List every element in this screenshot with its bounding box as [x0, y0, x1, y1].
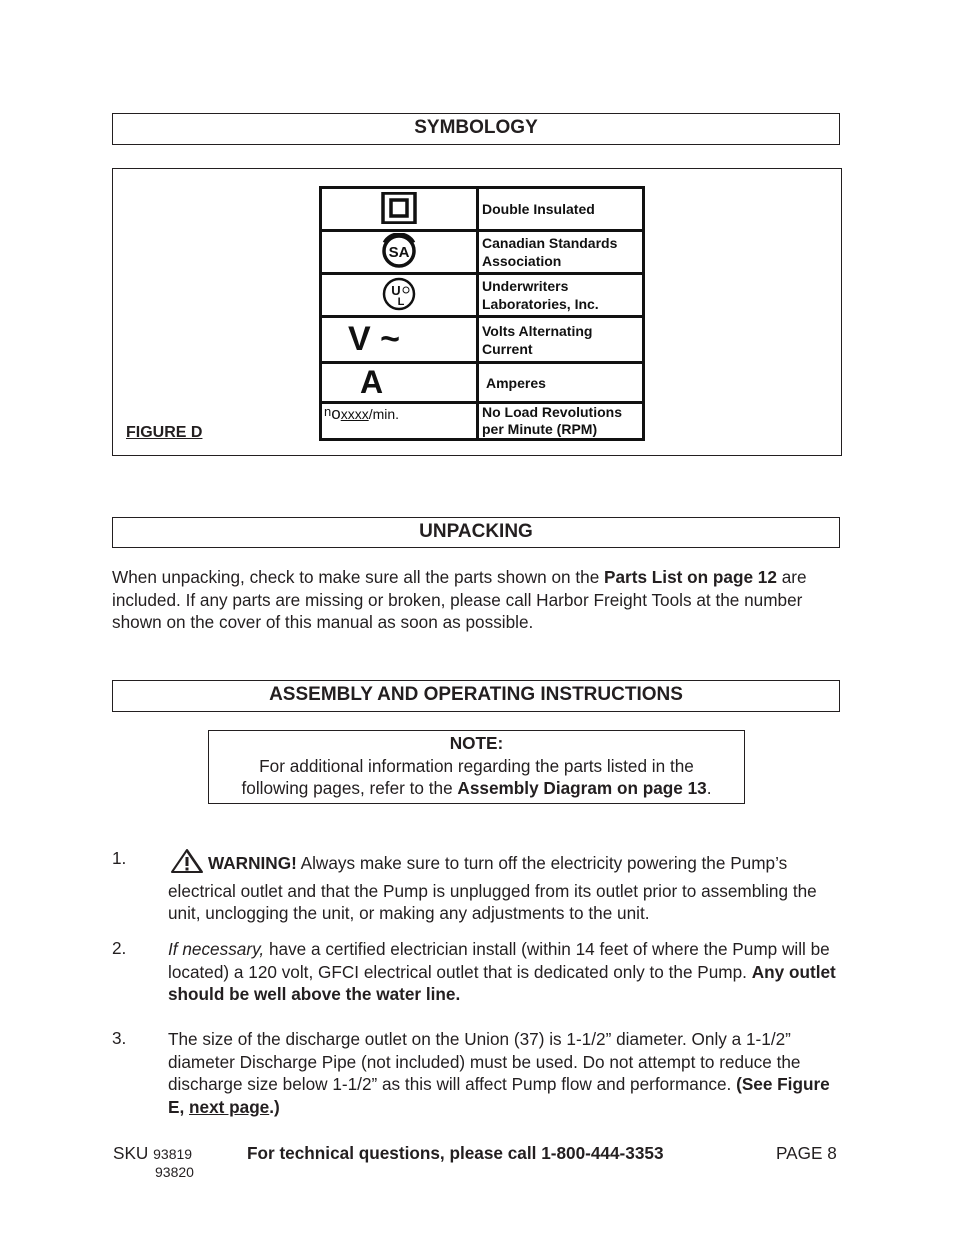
- assembly-diagram-reference: Assembly Diagram on page 13: [457, 778, 707, 798]
- symbol-row-rpm: [321, 403, 644, 440]
- symbology-heading: [112, 113, 840, 145]
- parts-list-reference: Parts List on page 12: [604, 567, 777, 587]
- symbol-row-volts: [321, 317, 644, 363]
- rpm-icon: noxxxx/min.: [321, 403, 478, 440]
- csa-logo-icon: [321, 231, 478, 274]
- unpacking-heading-text: UNPACKING: [419, 521, 533, 542]
- symbology-table: [319, 186, 645, 441]
- note-box: NOTE: For additional information regarding the parts listed in the following pages, refer to the Assembly Diagram on page 13.: [208, 730, 745, 804]
- note-title: NOTE:: [449, 733, 504, 753]
- warning-label: WARNING!: [208, 853, 297, 873]
- note-line-1: For additional information regarding the parts listed in the: [259, 755, 694, 776]
- symbol-desc-volts: Volts Alternating Current: [478, 317, 644, 363]
- volts-ac-icon: V ~: [321, 317, 478, 363]
- figure-d-box: [112, 168, 842, 456]
- symbol-desc-amperes: Amperes: [478, 363, 644, 403]
- item-number: 2.: [112, 938, 127, 958]
- amperes-icon: A: [321, 363, 478, 403]
- assembly-heading: [112, 680, 840, 712]
- assembly-heading-text: ASSEMBLY AND OPERATING INSTRUCTIONS: [269, 684, 683, 705]
- next-page-link[interactable]: next page: [189, 1096, 270, 1117]
- footer-sku: SKU 93819: [113, 1143, 193, 1163]
- figure-d-label: FIGURE D: [126, 424, 203, 441]
- symbol-desc-rpm: No Load Revolutions per Minute (RPM): [478, 403, 644, 440]
- symbol-desc-double-insulated: Double Insulated: [478, 188, 644, 231]
- footer-page-number: PAGE 8: [776, 1143, 837, 1163]
- item-number: 1.: [112, 848, 127, 868]
- symbol-row-double-insulated: [321, 188, 644, 231]
- ul-logo-icon: [321, 274, 478, 317]
- symbol-desc-csa: Canadian Standards Association: [478, 231, 644, 274]
- warning-triangle-icon: [170, 848, 204, 880]
- symbol-desc-ul: Underwriters Laboratories, Inc.: [478, 274, 644, 317]
- unpacking-paragraph: When unpacking, check to make sure all the parts shown on the Parts List on page 12 are included. If any parts are missing or broken, please call Harbor Freight Tools at the number shown on the cover of this manual as soon as possible.: [112, 567, 807, 632]
- symbol-row-ul: [321, 274, 644, 317]
- instruction-item-1: WARNING! Always make sure to turn off the electricity powering the Pump’s electrical outlet and that the Pump is unplugged from its outlet prior to assembling the unit, unclogging the unit, or making any adjustments to the unit.: [168, 848, 848, 925]
- svg-text:U: U: [391, 282, 401, 298]
- footer-tech-support: For technical questions, please call 1-800-444-3353: [247, 1143, 664, 1163]
- symbology-heading-text: SYMBOLOGY: [414, 117, 538, 138]
- instruction-item-2: If necessary, have a certified electrician install (within 14 feet of where the Pump will be located) a 120 volt, GFCI electrical outlet that is dedicated only to the Pump. Any outlet should be well above the water line.: [168, 939, 836, 1004]
- item-number: 3.: [112, 1028, 127, 1048]
- double-insulated-square-icon: [321, 188, 478, 231]
- symbol-row-amperes: [321, 363, 644, 403]
- svg-text:L: L: [397, 295, 405, 308]
- symbol-row-csa: [321, 231, 644, 274]
- footer-sku-2: 93820: [155, 1164, 194, 1180]
- svg-text:SA: SA: [388, 243, 410, 261]
- unpacking-heading: [112, 517, 840, 548]
- instruction-item-3: The size of the discharge outlet on the Union (37) is 1-1/2” diameter. Only a 1-1/2” diameter Discharge Pipe (not included) must be used. Do not attempt to reduce the discharge size below 1-1/2” as this will affect Pump flow and performance. (See Figure E, next page.): [168, 1029, 830, 1117]
